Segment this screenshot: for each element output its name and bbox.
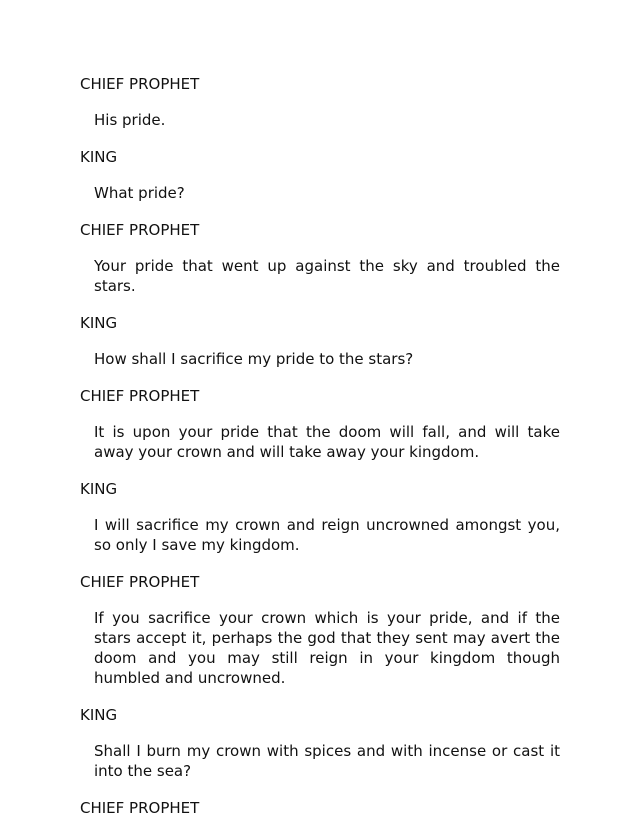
dialogue-line: Your pride that went up against the sky and troubled the stars. [94, 257, 560, 295]
speaker-name: CHIEF PROPHET [80, 573, 200, 591]
speaker-name: KING [80, 706, 118, 724]
dialogue-line: How shall I sacrifice my pride to the stars? [94, 350, 414, 368]
speaker-name: CHIEF PROPHET [80, 799, 200, 817]
dialogue-line: It is upon your pride that the doom will fall, and will take away your crown and will take away your kingdom. [94, 423, 560, 461]
dialogue-line: Shall I burn my crown with spices and with incense or cast it into the sea? [94, 742, 560, 780]
dialogue-line: If you sacrifice your crown which is your pride, and if the stars accept it, perhaps the god that they sent may avert the doom and you may still reign in your kingdom though humbled and uncrowned. [94, 609, 560, 687]
speaker-name: KING [80, 480, 118, 498]
script-text [80, 74, 560, 834]
speaker-name: CHIEF PROPHET [80, 387, 200, 405]
speaker-name: CHIEF PROPHET [80, 75, 200, 93]
speaker-name: KING [80, 148, 118, 166]
dialogue-line: His pride. [94, 111, 166, 129]
dialogue-line: What pride? [94, 184, 185, 202]
speaker-name: CHIEF PROPHET [80, 221, 200, 239]
dialogue-line: I will sacrifice my crown and reign uncrowned amongst you, so only I save my kingdom. [94, 516, 560, 554]
speaker-name: KING [80, 314, 118, 332]
